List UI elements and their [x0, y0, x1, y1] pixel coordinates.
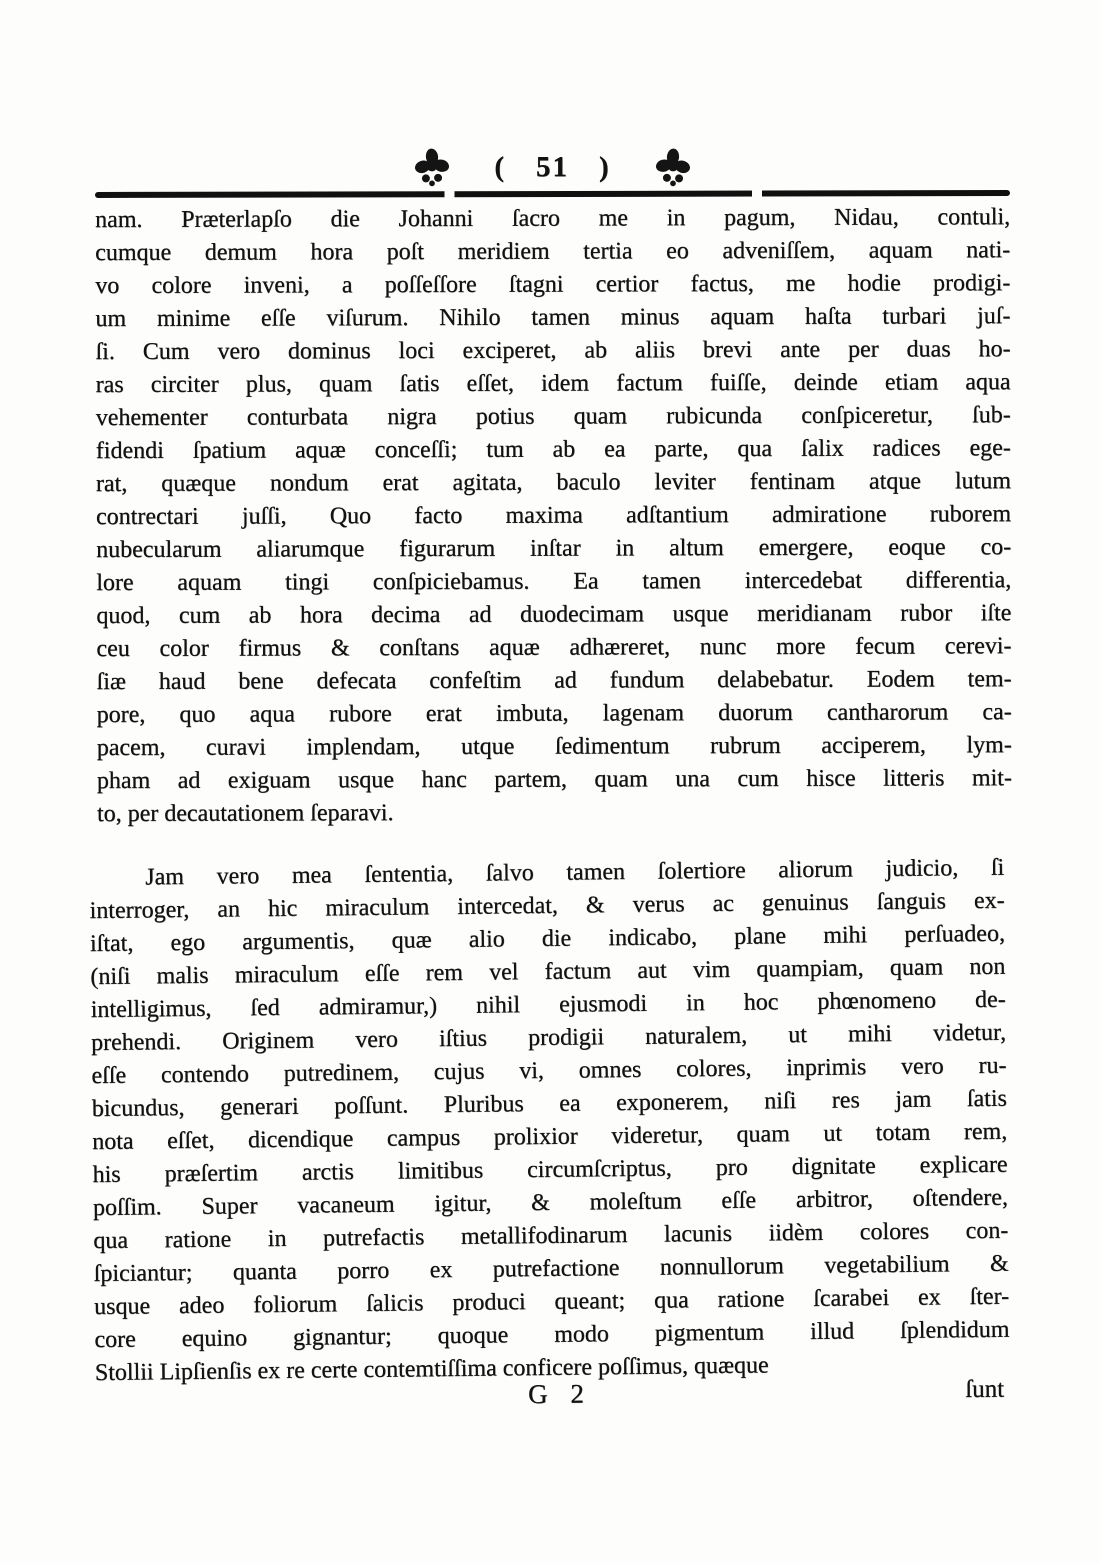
text-line: qua ratione in putrefactis metallifodinarum lacunis iidèm colores con-: [93, 1217, 1009, 1255]
text-line: nubecularum aliarumque figurarum inſtar in altum emergere, eoque co-: [96, 534, 1012, 563]
text-line: lore aquam tingi conſpiciebamus. Ea tamen intercedebat differentia,: [96, 567, 1012, 596]
text-line: contrectari juſſi, Quo facto maxima adſtantium admiratione ruborem: [95, 501, 1012, 530]
text-line: cumque demum hora poſt meridiem tertia eo adveniſſem, aquam nati-: [95, 237, 1011, 266]
paragraph-2: [89, 852, 1010, 1390]
text-line: um minime eſſe viſurum. Nihilo tamen minus aquam haſta turbari juſ-: [95, 303, 1011, 332]
floral-ornament-icon: [655, 148, 691, 190]
text-line: pacem, curavi implendam, utque ſedimentum rubrum acciperem, lym-: [96, 732, 1012, 761]
page-number: 51: [536, 150, 569, 183]
catchword: ſunt: [965, 1375, 1005, 1403]
text-line: ſiæ haud bene defecata confeſtim ad fundum delabebatur. Eodem tem-: [96, 666, 1012, 695]
text-line: usque adeo foliorum ſalicis produci queant; qua ratione ſcarabei ex ſter-: [93, 1283, 1010, 1321]
text-line: his præſertim arctis limitibus circumſcriptus, pro dignitate explicare: [92, 1151, 1008, 1189]
text-line: vehementer conturbata nigra potius quam rubicunda conſpiceretur, ſub-: [95, 402, 1011, 431]
text-line: nam. Præterlapſo die Johanni ſacro me in pagum, Nidau, contuli,: [95, 204, 1011, 233]
text-line: Stollii Lipſienſis ex re certe contemtiſſima conficere poſſimus, quæque: [94, 1352, 769, 1387]
text-block: [89, 0, 1012, 1563]
text-line: fidendi ſpatium aquæ conceſſi; tum ab ea parte, qua ſalix radices ege-: [95, 435, 1011, 464]
text-line: ſpiciantur; quanta porro ex putrefactione nonnullorum vegetabilium &: [93, 1250, 1009, 1288]
text-line: ſi. Cum vero dominus loci exciperet, ab aliis brevi ante per duas ho-: [95, 336, 1011, 365]
text-line: poſſim. Super vacaneum igitur, & moleſtum eſſe arbitror, oſtendere,: [92, 1184, 1009, 1222]
open-paren: (: [494, 150, 506, 183]
text-line: bicundus, generari poſſunt. Pluribus ea exponerem, niſi res jam ſatis: [91, 1085, 1007, 1123]
text-line: quod, cum ab hora decima ad duodecimam usque meridianam rubor iſte: [96, 600, 1012, 629]
text-line: pore, quo aqua rubore erat imbuta, lagenam duorum cantharorum ca-: [96, 699, 1012, 728]
text-line: intelligimus, ſed admiramur,) nihil ejusmodi in hoc phœnomeno de-: [90, 986, 1006, 1024]
text-line: ceu color firmus & conſtans aquæ adhæreret, nunc more fecum cerevi-: [96, 633, 1012, 662]
text-line: ras circiter plus, quam ſatis eſſet, idem factum fuiſſe, deinde etiam aqua: [95, 369, 1011, 398]
paragraph-1: [95, 201, 1012, 831]
text-line: (niſi malis miraculum eſſe rem vel factum aut vim quampiam, quam non: [90, 953, 1006, 991]
text-line: Jam vero mea ſententia, ſalvo tamen ſolertiore aliorum judicio, ſi: [145, 854, 1005, 891]
text-line: to, per decautationem ſeparavi.: [96, 800, 394, 827]
text-line: iſtat, ego argumentis, quæ alio die indicabo, plane mihi perſuadeo,: [89, 920, 1006, 958]
text-line: eſſe contendo putredinem, cujus vi, omnes colores, inprimis vero ru-: [91, 1052, 1007, 1090]
header-rule: [95, 190, 1010, 198]
text-line: pham ad exiguam usque hanc partem, quam una cum hisce litteris mit-: [96, 765, 1012, 794]
text-line: interroger, an hic miraculum intercedat, & verus ac genuinus ſanguis ex-: [89, 887, 1005, 925]
page-header: [95, 146, 1010, 188]
text-line: vo colore inveni, a poſſeſſore ſtagni certior factus, me hodie prodigi-: [95, 270, 1011, 299]
close-paren: ): [599, 150, 611, 183]
page-footer: [95, 1376, 1010, 1422]
text-line: prehendi. Originem vero iſtius prodigii naturalem, ut mihi videtur,: [90, 1019, 1007, 1057]
signature-mark: G 2: [527, 1378, 584, 1409]
text-line: core equino gignantur; quoque modo pigmentum illud ſplendidum: [94, 1316, 1010, 1354]
text-line: nota eſſet, dicendique campus prolixior videretur, quam ut totam rem,: [92, 1118, 1008, 1156]
floral-ornament-icon: [414, 148, 450, 190]
text-line: rat, quæque nondum erat agitata, baculo leviter fentinam atque lutum: [95, 468, 1011, 497]
